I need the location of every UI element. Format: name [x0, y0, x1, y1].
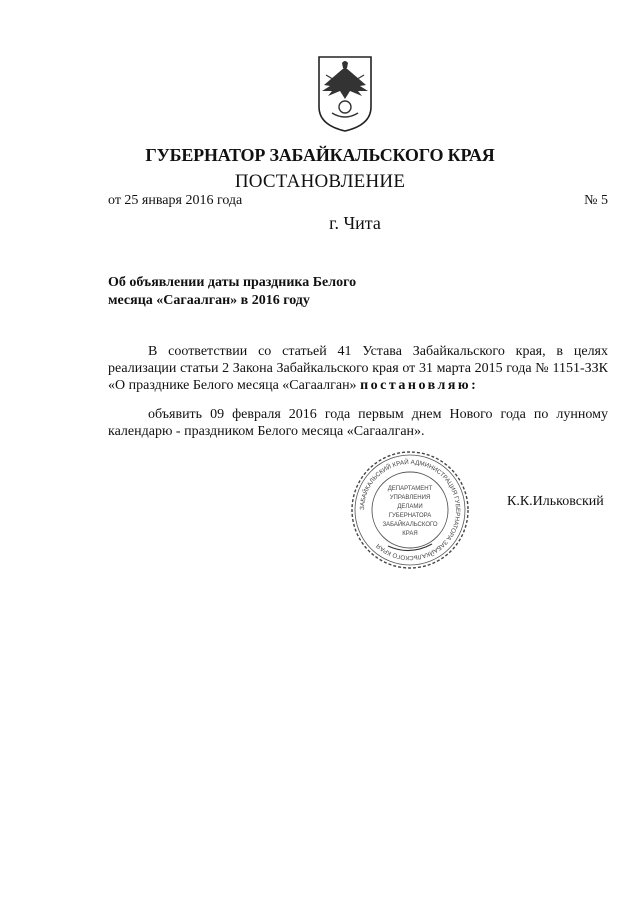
seal-center-text — [382, 486, 437, 537]
signatory-name: К.К.Ильковский — [507, 494, 604, 509]
seal-line: ДЕПАРТАМЕНТ — [387, 486, 433, 492]
subject-line-1: Об объявлении даты праздника Белого — [108, 275, 357, 290]
issuer-heading: ГУБЕРНАТОР ЗАБАЙКАЛЬСКОГО КРАЯ — [145, 145, 495, 165]
seal-line: УПРАВЛЕНИЯ — [389, 495, 431, 501]
decree-word: постановляю: — [360, 378, 479, 393]
seal-line: ДЕЛАМИ — [397, 504, 423, 510]
decision-paragraph: объявить 09 февраля 2016 года первым днем Нового года по лунному календарю - праздником Белого месяца «Сагаалган». — [108, 407, 608, 439]
seal-line: ГУБЕРНАТОРА — [388, 513, 432, 519]
document-date: от 25 января 2016 года — [108, 193, 243, 208]
document-number: № 5 — [584, 193, 608, 208]
official-seal-icon — [348, 448, 472, 572]
seal-line: КРАЯ — [402, 531, 418, 537]
document-type: ПОСТАНОВЛЕНИЕ — [234, 171, 406, 192]
preamble-paragraph — [108, 343, 608, 394]
coat-of-arms-icon — [316, 55, 374, 133]
preamble-text: В соответствии со статьей 41 Устава Забайкальского края, в целях реализации статьи 2 Закона Забайкальского края от 31 марта 2015 года № 1151-ЗЗК «О празднике Белого месяца «Сагаалган» — [108, 344, 608, 393]
seal-line: ЗАБАЙКАЛЬСКОГО — [382, 522, 438, 528]
seal-ring-text: ЗАБАЙКАЛЬСКИЙ КРАЙ АДМИНИСТРАЦИЯ ГУБЕРНАТОРА ЗАБАЙКАЛЬСКОГО КРАЯ — [358, 458, 462, 562]
subject-line-2: месяца «Сагаалган» в 2016 году — [108, 293, 310, 308]
document-subject — [108, 274, 428, 310]
document-city: г. Чита — [329, 213, 381, 233]
